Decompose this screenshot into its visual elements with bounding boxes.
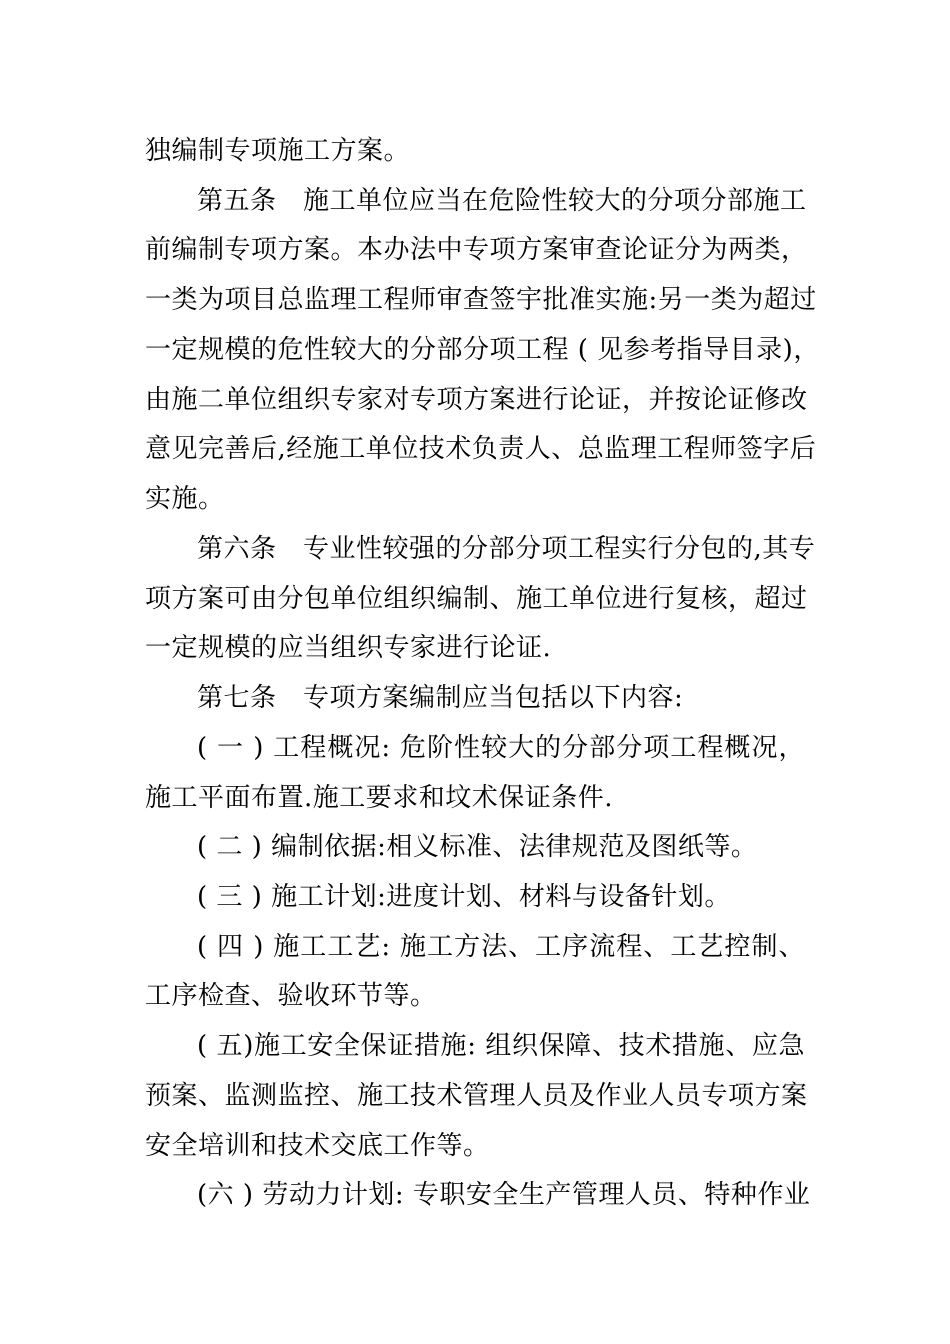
text-line: 一定规模的应当组织专家进行论证. [145,633,552,663]
article-7-heading-line: 第七条 专项方案编制应当包括以下内容: [197,683,684,713]
text-line: 一类为项目总监理工程师审查签宇批准实施:另一类为超过 [145,285,817,315]
list-item-4-line: ( 四 ) 施工工艺: 施工方法、工序流程、工艺控制、 [197,932,805,962]
text-line: 前编制专项方案。本办法中专项方案审查论证分为两类， [145,235,808,265]
article-5-heading-line: 第五条 施工单位应当在危险性较大的分项分部施工 [197,186,807,216]
text-line: 项方案可由分包单位组织编制、施工单位进行复核，超过 [145,584,808,614]
article-6-heading-line: 第六条 专业性较强的分部分项工程实行分包的,其专 [197,534,816,564]
text-line: 施工平面布置.施工要求和坟术保证条件. [145,783,614,813]
list-item-5-line: ( 五)施工安全保证措施: 组织保障、技术措施、应急 [197,1031,805,1061]
text-line: 预案、监测监控、施工技术管理人员及作业人员专项方案 [145,1081,808,1111]
list-item-3-line: ( 三 ) 施工计划:进度计划、材料与设备针划。 [197,882,731,912]
text-line: 独编制专项施工方案。 [145,136,411,166]
text-line: 意见完善后,经施工单位技术负责人、总监理工程师签字后 [145,434,817,464]
list-item-6-line: (六 ) 劳动力计划: 专职安全生产管理人员、特种作业 [197,1180,811,1210]
text-line: 实施。 [145,484,225,514]
text-line: 由施二单位组织专家对专项方案进行论证，并按论证修改 [145,385,808,415]
text-line: 工序检查、验收环节等。 [145,981,437,1011]
list-item-2-line: ( 二 ) 编制依据:相义标准、法律规范及图纸等。 [197,832,758,862]
list-item-1-line: ( 一 ) 工程概况: 危阶性较大的分部分项工程概况， [197,733,805,763]
text-line: 一定规模的危性较大的分部分项工程 ( 见参考指导目录)， [145,335,820,365]
text-line: 安全培训和技术交底工作等。 [145,1131,490,1161]
